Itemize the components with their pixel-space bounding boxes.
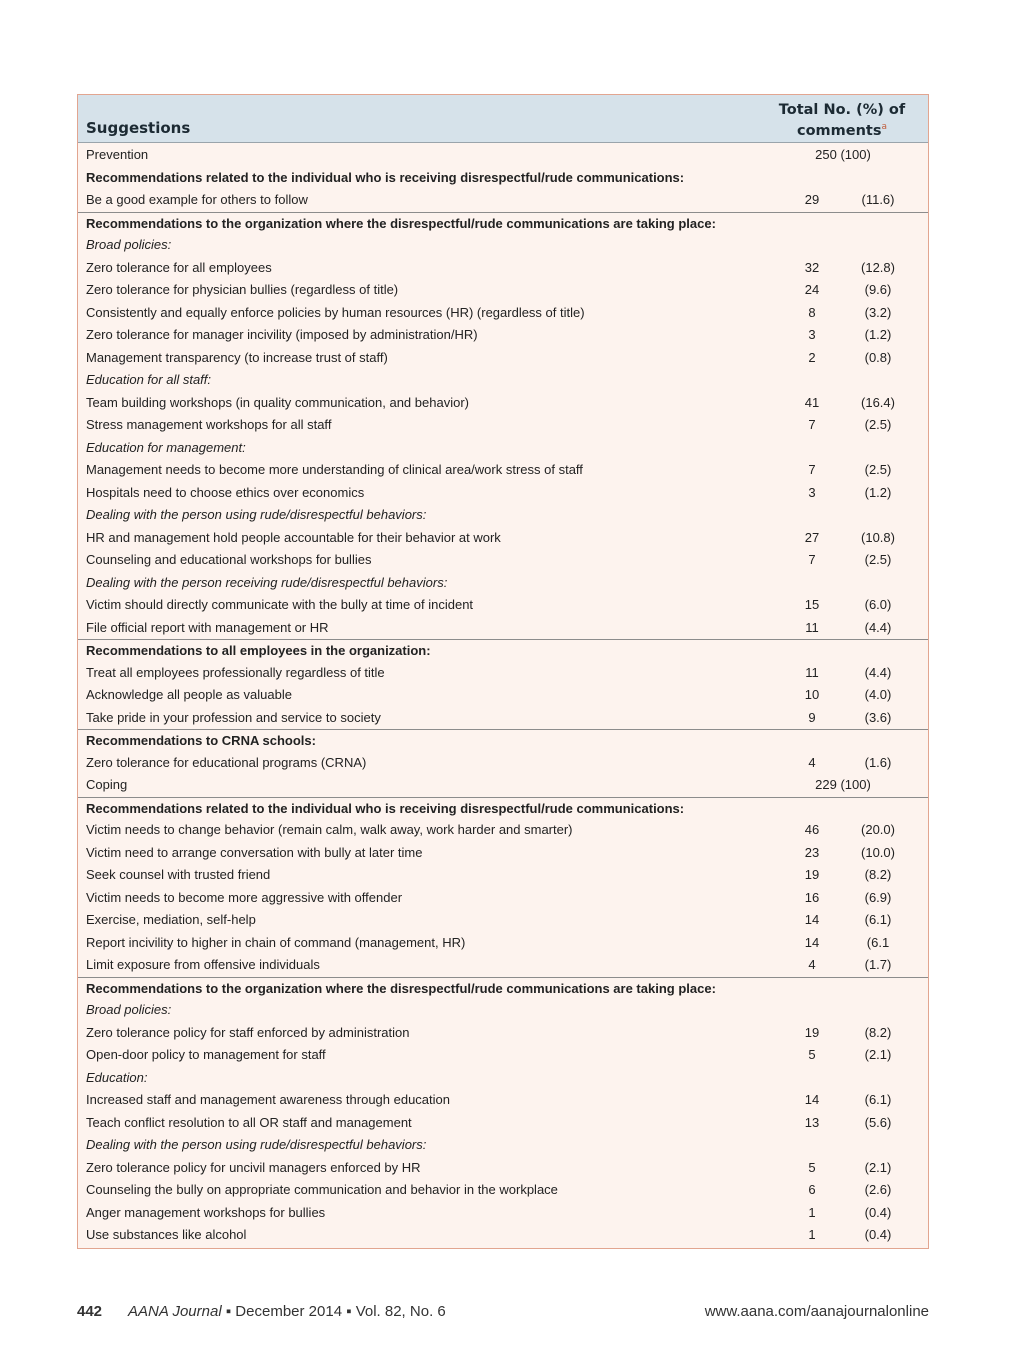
row-count: 14 xyxy=(804,1092,820,1107)
table-row xyxy=(78,459,928,482)
row-count: 8 xyxy=(808,304,816,320)
row-label: Counseling and educational workshops for bullies xyxy=(86,552,372,567)
subsection-row xyxy=(78,1134,928,1157)
category-total-row xyxy=(78,144,928,167)
row-label: Acknowledge all people as valuable xyxy=(86,687,292,702)
table-row xyxy=(78,887,928,910)
subsection-row xyxy=(78,369,928,392)
row-label: Zero tolerance for educational programs (CRNA) xyxy=(86,754,367,770)
table-row xyxy=(78,909,928,932)
row-label: Limit exposure from offensive individuals xyxy=(86,957,320,972)
row-count: 2 xyxy=(808,349,816,365)
section-heading-row xyxy=(78,167,928,190)
row-label: Zero tolerance policy for uncivil managers enforced by HR xyxy=(86,1159,421,1175)
subsection-row xyxy=(78,1067,928,1090)
row-count: 4 xyxy=(808,957,816,972)
row-label: Report incivility to higher in chain of command (management, HR) xyxy=(86,934,466,950)
row-label: Recommendations to all employees in the organization: xyxy=(86,643,431,658)
row-label: Seek counsel with trusted friend xyxy=(86,867,271,882)
row-label: Education for all staff: xyxy=(86,372,212,387)
row-percent: (2.6) xyxy=(864,1182,892,1197)
row-label: Victim needs to change behavior (remain calm, walk away, work harder and smarter) xyxy=(86,822,573,837)
row-percent: (4.4) xyxy=(864,619,892,635)
row-percent: (12.8) xyxy=(861,259,895,275)
row-count: 7 xyxy=(808,462,816,477)
row-label: Dealing with the person using rude/disrespectful behaviors: xyxy=(86,1137,427,1152)
row-count: 14 xyxy=(804,934,820,950)
row-label: Coping xyxy=(86,777,128,792)
row-label: Broad policies: xyxy=(86,1002,172,1017)
row-percent: (2.1) xyxy=(864,1159,892,1175)
table-row xyxy=(78,842,928,865)
table-row xyxy=(78,707,928,730)
row-count: 3 xyxy=(808,484,816,500)
row-count: 1 xyxy=(808,1204,816,1220)
subsection-row xyxy=(78,234,928,257)
row-count: 24 xyxy=(804,282,820,297)
row-label: Prevention xyxy=(86,147,149,162)
row-percent: (2.1) xyxy=(864,1047,892,1062)
row-count: 16 xyxy=(804,889,820,905)
row-count: 29 xyxy=(804,192,820,207)
table-row xyxy=(78,617,928,640)
row-percent: (20.0) xyxy=(861,822,895,837)
row-percent: (6.1) xyxy=(864,1092,892,1107)
table-row xyxy=(78,257,928,280)
table-row xyxy=(78,324,928,347)
row-label: Counseling the bully on appropriate communication and behavior in the workplace xyxy=(86,1182,558,1197)
table-row xyxy=(78,1179,928,1202)
journal-citation xyxy=(128,1303,446,1320)
row-label: Recommendations to the organization where the disrespectful/rude communications are taking place: xyxy=(86,215,716,231)
journal-issue: ▪ December 2014 ▪ Vol. 82, No. 6 xyxy=(221,1303,446,1320)
row-label: Treat all employees professionally regardless of title xyxy=(86,664,385,680)
row-count: 1 xyxy=(808,1227,816,1242)
journal-title: AANA Journal xyxy=(128,1303,222,1320)
row-percent: (11.6) xyxy=(861,192,895,207)
header-footnote-marker: a xyxy=(881,122,887,132)
row-label: Anger management workshops for bullies xyxy=(86,1204,326,1220)
row-count: 5 xyxy=(808,1047,816,1062)
table-row xyxy=(78,1202,928,1225)
row-label: Dealing with the person receiving rude/disrespectful behaviors: xyxy=(86,574,448,590)
row-label: Victim need to arrange conversation with bully at later time xyxy=(86,844,423,860)
row-count: 11 xyxy=(805,619,819,635)
row-percent: (6.1 xyxy=(866,934,890,950)
table-row xyxy=(78,1224,928,1247)
row-percent: (10.0) xyxy=(861,844,895,860)
row-count: 41 xyxy=(804,394,820,410)
row-count: 23 xyxy=(804,844,820,860)
header-total-line1: Total No. (%) of xyxy=(778,102,906,118)
row-label: Exercise, mediation, self-help xyxy=(86,912,256,927)
row-count: 7 xyxy=(808,417,816,432)
row-percent: (10.8) xyxy=(861,529,895,545)
row-label: Use substances like alcohol xyxy=(86,1227,247,1242)
row-percent: (9.6) xyxy=(864,282,892,297)
row-label: Recommendations to CRNA schools: xyxy=(86,733,316,748)
row-percent: (3.2) xyxy=(864,304,892,320)
row-label: Zero tolerance for all employees xyxy=(86,259,272,275)
journal-url: www.aana.com/aanajournalonline xyxy=(704,1303,929,1320)
row-count: 32 xyxy=(804,259,820,275)
suggestions-table xyxy=(77,94,929,1249)
row-label: Recommendations to the organization where the disrespectful/rude communications are taking place: xyxy=(86,980,716,996)
row-label: Victim should directly communicate with the bully at time of incident xyxy=(86,597,474,612)
row-label: Zero tolerance for manager incivility (imposed by administration/HR) xyxy=(86,327,478,342)
table-row xyxy=(78,662,928,685)
header-suggestions: Suggestions xyxy=(86,119,191,137)
row-percent: (2.5) xyxy=(864,552,892,567)
row-count: 3 xyxy=(808,327,816,342)
row-percent: (0.4) xyxy=(864,1204,892,1220)
subsection-row xyxy=(78,999,928,1022)
row-label: Broad policies: xyxy=(86,237,172,252)
row-count: 14 xyxy=(804,912,820,927)
row-count: 27 xyxy=(804,529,820,545)
row-count: 46 xyxy=(804,822,820,837)
row-percent: (1.2) xyxy=(864,327,892,342)
row-percent: (0.4) xyxy=(864,1227,892,1242)
row-percent: (2.5) xyxy=(864,462,892,477)
table-row xyxy=(78,527,928,550)
row-total: 250 (100) xyxy=(815,147,871,162)
row-label: Open-door policy to management for staff xyxy=(86,1047,326,1062)
table-row xyxy=(78,1044,928,1067)
row-percent: (6.0) xyxy=(864,597,892,612)
row-percent: (4.4) xyxy=(864,664,892,680)
section-heading-row xyxy=(78,729,928,753)
row-count: 15 xyxy=(804,597,820,612)
row-label: Dealing with the person using rude/disrespectful behaviors: xyxy=(86,507,427,522)
row-percent: (8.2) xyxy=(864,1024,892,1040)
table-header xyxy=(78,95,928,143)
row-percent: (5.6) xyxy=(864,1114,892,1130)
row-count: 6 xyxy=(808,1182,816,1197)
section-heading-row xyxy=(78,212,928,236)
table-row xyxy=(78,392,928,415)
table-row xyxy=(78,954,928,977)
row-label: Hospitals need to choose ethics over economics xyxy=(86,484,365,500)
page-number: 442 xyxy=(77,1303,103,1320)
table-row xyxy=(78,1112,928,1135)
row-percent: (16.4) xyxy=(861,394,895,410)
row-label: Victim needs to become more aggressive with offender xyxy=(86,889,403,905)
table-row xyxy=(78,482,928,505)
row-label: Recommendations related to the individual who is receiving disrespectful/rude communications: xyxy=(86,169,685,185)
row-label: Team building workshops (in quality communication, and behavior) xyxy=(86,394,469,410)
row-count: 9 xyxy=(808,709,816,725)
table-row xyxy=(78,1022,928,1045)
row-percent: (6.1) xyxy=(864,912,892,927)
header-total-line2: comments xyxy=(796,122,882,139)
row-label: Recommendations related to the individual who is receiving disrespectful/rude communications: xyxy=(86,800,685,816)
row-label: Take pride in your profession and service to society xyxy=(86,709,381,725)
row-total: 229 (100) xyxy=(815,777,871,792)
table-row xyxy=(78,302,928,325)
header-total xyxy=(758,102,926,140)
row-percent: (0.8) xyxy=(864,349,892,365)
row-label: Education: xyxy=(86,1069,148,1085)
table-row xyxy=(78,1089,928,1112)
section-heading-row xyxy=(78,797,928,821)
row-label: Be a good example for others to follow xyxy=(86,192,308,207)
row-label: Management needs to become more understanding of clinical area/work stress of staff xyxy=(86,462,583,477)
row-label: HR and management hold people accountable for their behavior at work xyxy=(86,529,501,545)
row-label: Consistently and equally enforce policies by human resources (HR) (regardless of title) xyxy=(86,304,585,320)
row-percent: (3.6) xyxy=(864,709,892,725)
row-count: 4 xyxy=(808,754,816,770)
row-count: 11 xyxy=(805,664,819,680)
subsection-row xyxy=(78,504,928,527)
row-label: Zero tolerance for physician bullies (regardless of title) xyxy=(86,282,399,297)
subsection-row xyxy=(78,572,928,595)
category-total-row xyxy=(78,774,928,797)
table-row xyxy=(78,189,928,212)
table-row xyxy=(78,864,928,887)
row-percent: (6.9) xyxy=(864,889,892,905)
section-heading-row xyxy=(78,977,928,1001)
row-label: Zero tolerance policy for staff enforced by administration xyxy=(86,1024,410,1040)
row-label: File official report with management or HR xyxy=(86,619,329,635)
table-row xyxy=(78,594,928,617)
row-label: Stress management workshops for all staff xyxy=(86,417,332,432)
row-count: 19 xyxy=(804,1024,820,1040)
row-count: 10 xyxy=(804,687,820,702)
row-count: 19 xyxy=(804,867,820,882)
row-count: 13 xyxy=(804,1114,820,1130)
table-row xyxy=(78,819,928,842)
table-row xyxy=(78,932,928,955)
table-row xyxy=(78,1157,928,1180)
table-row xyxy=(78,684,928,707)
row-percent: (1.7) xyxy=(864,957,892,972)
row-label: Teach conflict resolution to all OR staff and management xyxy=(86,1114,412,1130)
row-percent: (4.0) xyxy=(864,687,892,702)
table-row xyxy=(78,752,928,775)
table-row xyxy=(78,347,928,370)
section-heading-row xyxy=(78,639,928,663)
row-count: 7 xyxy=(808,552,816,567)
subsection-row xyxy=(78,437,928,460)
row-percent: (8.2) xyxy=(864,867,892,882)
row-percent: (2.5) xyxy=(864,417,892,432)
table-row xyxy=(78,549,928,572)
row-percent: (1.6) xyxy=(864,754,892,770)
row-label: Increased staff and management awareness through education xyxy=(86,1092,450,1107)
row-label: Management transparency (to increase trust of staff) xyxy=(86,349,388,365)
table-row xyxy=(78,279,928,302)
row-count: 5 xyxy=(808,1159,816,1175)
row-percent: (1.2) xyxy=(864,484,892,500)
row-label: Education for management: xyxy=(86,439,246,455)
page-footer xyxy=(77,1303,929,1325)
table-row xyxy=(78,414,928,437)
